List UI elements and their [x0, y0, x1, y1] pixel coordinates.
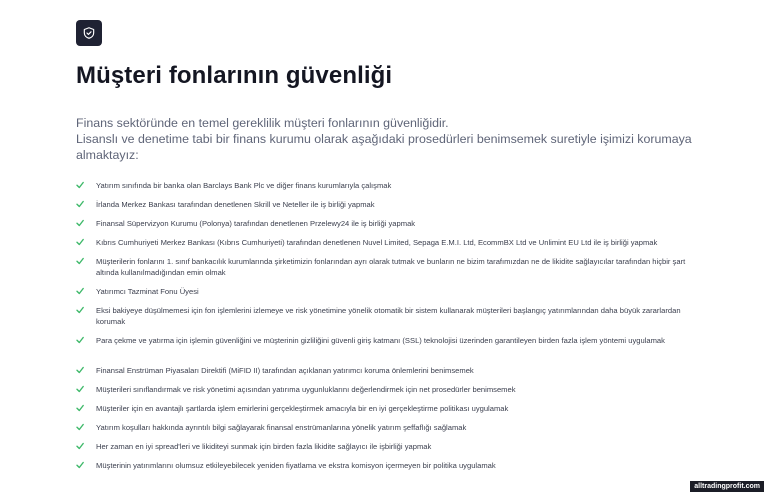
- list-item: [76, 256, 696, 286]
- list-item-text: Müşterilerin fonlarını 1. sınıf bankacılık kurumlarında şirketimizin fonlarından ayrı olarak tutmak ve bunların ne bizim tarafımızdan ne de likidite sağlayıcılar tarafından hiçbir şart altında kullanılmadığından emin olmak: [96, 257, 686, 277]
- list-item-text: Her zaman en iyi spread'leri ve likiditeyi sunmak için birden fazla likidite sağlayıcı ile işbirliği yapmak: [96, 442, 432, 451]
- list-item: [76, 218, 696, 237]
- check-icon: [76, 423, 96, 431]
- list-item-text: İrlanda Merkez Bankası tarafından denetlenen Skrill ve Neteller ile iş birliği yapmak: [96, 200, 375, 209]
- check-icon: [76, 287, 96, 295]
- list-item-text: Müşterinin yatırımlarını olumsuz etkileyebilecek yeniden fiyatlama ve ekstra komisyon içermeyen bir politika uygulamak: [96, 461, 496, 470]
- check-icon: [76, 336, 96, 344]
- list-item-text: Finansal Enstrüman Piyasaları Direktifi (MiFID II) tarafından açıklanan yatırımcı koruma önlemlerini benimsemek: [96, 366, 474, 375]
- list-item: [76, 460, 696, 479]
- intro-line-1: Finans sektöründe en temel gereklilik müşteri fonlarının güvenliğidir.: [76, 116, 449, 130]
- shield-check-icon: [82, 26, 96, 40]
- list-item-text: Kıbrıs Cumhuriyeti Merkez Bankası (Kıbrıs Cumhuriyeti) tarafından denetlenen Nuvel Limited, Sepaga E.M.I. Ltd, EcommBX Ltd ve Unlimint EU Ltd ile iş birliği yapmak: [96, 238, 658, 247]
- intro-text: [76, 115, 716, 163]
- check-icon: [76, 404, 96, 412]
- check-icon: [76, 238, 96, 246]
- list-item: [76, 384, 696, 403]
- check-icon: [76, 306, 96, 314]
- list-item-text: Müşteriler için en avantajlı şartlarda işlem emirlerini gerçekleştirmek amacıyla bir en iyi gerçekleştirme politikası uygulamak: [96, 404, 509, 413]
- list-item-text: Yatırımcı Tazminat Fonu Üyesi: [96, 287, 199, 296]
- intro-line-2: Lisanslı ve denetime tabi bir finans kurumu olarak aşağıdaki prosedürleri benimsemek suretiyle işimizi korumaya almaktayız:: [76, 132, 692, 162]
- list-item: [76, 441, 696, 460]
- shield-badge: [76, 20, 102, 46]
- list-item: [76, 199, 696, 218]
- check-icon: [76, 200, 96, 208]
- list-item-text: Eksi bakiyeye düşülmemesi için fon işlemlerini izlemeye ve risk yönetimine yönelik otomatik bir sistem kullanarak müşterileri başlangıç yatırımlarından daha büyük zararlardan korumak: [96, 306, 681, 326]
- check-icon: [76, 219, 96, 227]
- check-icon: [76, 461, 96, 469]
- list-item: [76, 286, 696, 305]
- procedures-list: [76, 180, 696, 479]
- list-item-text: Finansal Süpervizyon Kurumu (Polonya) tarafından denetlenen Przelewy24 ile iş birliği yapmak: [96, 219, 416, 228]
- list-item: [76, 305, 696, 335]
- list-item-text: Para çekme ve yatırma için işlemin güvenliğini ve müşterinin gizliliğini güvenli giriş katmanı (SSL) teknolojisi üzerinden garantileyen birden fazla işlem yöntemi uygulamak: [96, 336, 665, 345]
- check-icon: [76, 442, 96, 450]
- list-item-text: Müşterileri sınıflandırmak ve risk yönetimi açısından yatırıma uygunluklarını değerlendirmek için net prosedürler benimsemek: [96, 385, 516, 394]
- list-item: [76, 422, 696, 441]
- check-icon: [76, 385, 96, 393]
- list-item: [76, 365, 696, 384]
- watermark: alltradingprofit.com: [690, 481, 764, 492]
- list-item: [76, 403, 696, 422]
- list-item-text: Yatırım sınıfında bir banka olan Barclays Bank Plc ve diğer finans kurumlarıyla çalışmak: [96, 181, 392, 190]
- list-item: [76, 237, 696, 256]
- check-icon: [76, 181, 96, 189]
- check-icon: [76, 257, 96, 265]
- check-icon: [76, 366, 96, 374]
- list-item: [76, 180, 696, 199]
- list-item-text: Yatırım koşulları hakkında ayrıntılı bilgi sağlayarak finansal enstrümanlarına yönelik yatırım şeffaflığı sağlamak: [96, 423, 467, 432]
- list-item: [76, 335, 696, 365]
- page-title: Müşteri fonlarının güvenliği: [76, 62, 393, 89]
